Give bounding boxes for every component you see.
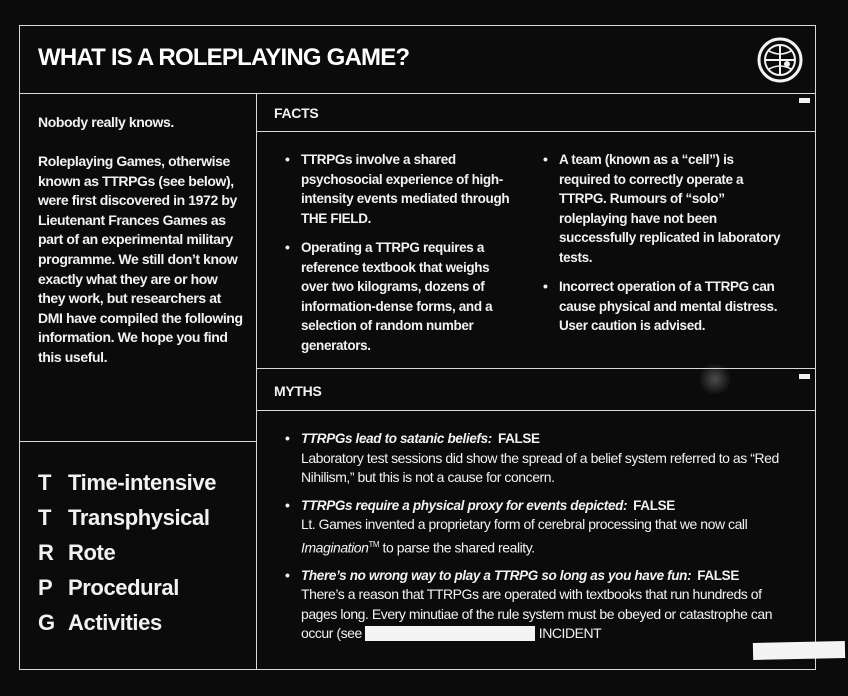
acronym-letter: T: [38, 505, 52, 530]
left-column: [20, 94, 257, 669]
info-panel: [19, 25, 816, 670]
myth-claim: TTRPGs lead to satanic beliefs:: [301, 431, 492, 446]
myths-heading: MYTHS: [274, 383, 322, 399]
acronym-row: [38, 540, 115, 566]
myth-verdict: FALSE: [633, 497, 675, 513]
acronym-word: Procedural: [68, 575, 179, 600]
myths-section: [257, 369, 815, 669]
intro-paragraph: Roleplaying Games, otherwise known as TTRPGs (see below), were first discovered in 1972 by Lieutenant Frances Games as part of an experimental military programme. We still don’t know exactly what they are or how they work, but researchers at DMI have compiled the following information. We hope you find this useful.: [38, 153, 243, 365]
myth-explanation: [301, 515, 795, 558]
list-item: [285, 429, 795, 488]
acronym-row: [38, 470, 216, 496]
acronym-word: Time-intensive: [68, 470, 217, 495]
list-item: [285, 566, 795, 644]
globe-seal-icon: [757, 37, 803, 83]
myth-explanation: Laboratory test sessions did show the spread of a belief system referred to as “Red Nihilism,” but this is not a cause for concern.: [301, 449, 779, 485]
panel-header: [20, 26, 815, 94]
acronym-row: [38, 610, 162, 636]
myth-claim: There’s no wrong way to play a TTRPG so long as you have fun:: [301, 567, 692, 583]
facts-heading: FACTS: [274, 105, 319, 121]
myth-claim: TTRPGs require a physical proxy for events depicted:: [301, 497, 628, 513]
acronym-list: [20, 441, 256, 669]
myths-header: [257, 369, 815, 411]
page-title: WHAT IS A ROLEPLAYING GAME?: [38, 44, 410, 71]
tab-marker: [799, 374, 810, 379]
myth-text-part: INCIDENT: [538, 625, 602, 642]
facts-section: [257, 94, 815, 369]
list-item: • TTRPGs involve a shared psychosocial experience of high-intensity events mediated through THE FIELD.: [285, 150, 515, 228]
myth-text-part: to parse the shared reality.: [379, 539, 535, 556]
list-item: • A team (known as a “cell”) is required to correctly operate a TTRPG. Rumours of “solo” roleplaying have not been successfully replicated in laboratory tests.: [543, 150, 783, 267]
acronym-letter: T: [38, 470, 52, 495]
myths-list: [285, 429, 795, 652]
myth-verdict: FALSE: [497, 431, 540, 446]
facts-list-left: [285, 150, 515, 365]
list-item: [285, 496, 795, 558]
list-item: • Incorrect operation of a TTRPG can cause physical and mental distress. User caution is advised.: [543, 277, 783, 336]
facts-list-right: [543, 150, 783, 346]
myth-text-emphasis: Imagination: [301, 539, 369, 556]
trademark-mark: TM: [368, 539, 380, 549]
acronym-letter: G: [38, 610, 55, 635]
acronym-word: Rote: [68, 540, 116, 565]
acronym-row: [38, 575, 179, 601]
tab-marker: [799, 98, 810, 103]
acronym-letter: R: [38, 540, 54, 565]
redaction-bar: [365, 626, 535, 641]
myth-text-part: There’s a reason that TTRPGs are operated with textbooks that run hundreds of pages long. Every minutiae of the rule system must be obeyed or catastrophe can occur (see: [301, 586, 773, 642]
acronym-word: Transphysical: [68, 505, 210, 530]
myth-text-part: Lt. Games invented a proprietary form of cerebral processing that we now call: [301, 516, 748, 532]
acronym-word: Activities: [68, 610, 162, 635]
acronym-row: [38, 505, 210, 531]
list-item: • Operating a TTRPG requires a reference textbook that weighs over two kilograms, dozens of information-dense forms, and a selection of random number generators.: [285, 238, 515, 355]
acronym-letter: P: [38, 575, 53, 600]
myth-explanation: [301, 585, 795, 644]
myth-verdict: FALSE: [697, 567, 739, 583]
redaction-bar: [753, 641, 845, 660]
facts-header: [257, 94, 815, 132]
intro-tagline: Nobody really knows.: [38, 114, 174, 130]
